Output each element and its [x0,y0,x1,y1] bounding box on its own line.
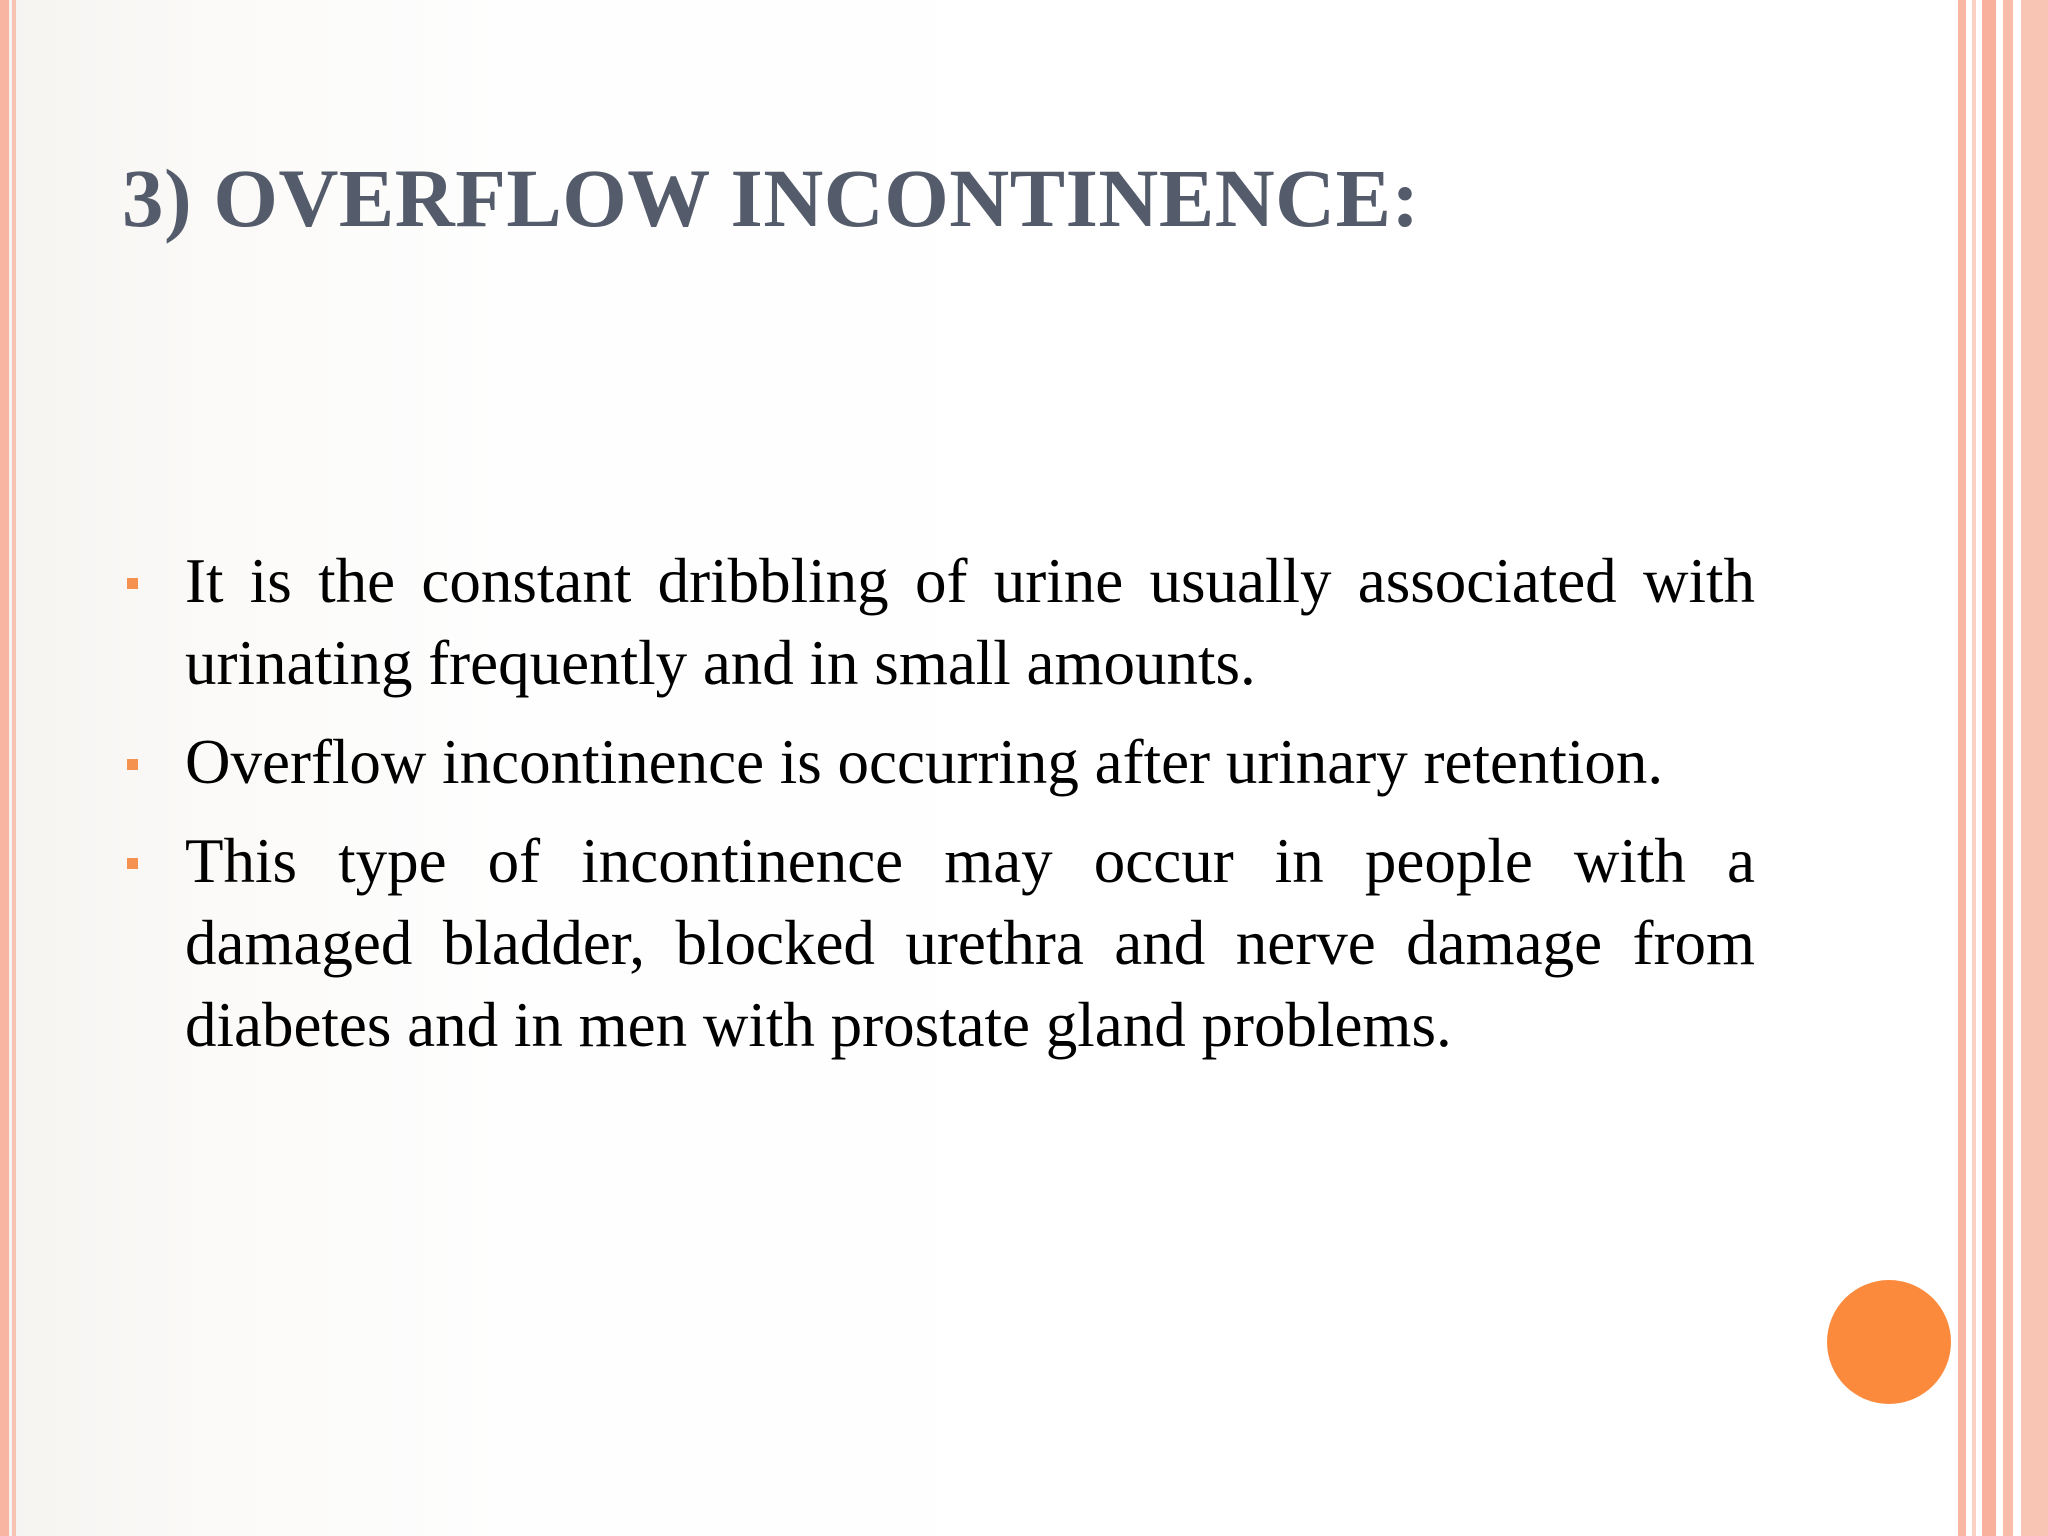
square-bullet-icon [127,759,138,770]
bullet-item [0,540,2048,704]
square-bullet-icon [127,858,138,869]
bullet-item [0,721,2048,803]
square-bullet-icon [127,578,138,589]
bullet-list [0,540,2048,1083]
bullet-item [0,820,2048,1066]
orange-circle-decoration [1827,1280,1951,1404]
bullet-text: This type of incontinence may occur in people with a damaged bladder, blocked urethra and nerve damage from diabetes and in men with prostate gland problems. [185,826,1755,1060]
slide-title: 3) OVERFLOW INCONTINENCE: [122,152,1420,244]
bullet-text: It is the constant dribbling of urine usually associated with urinating frequently and in small amounts. [185,546,1755,698]
bullet-text: Overflow incontinence is occurring after urinary retention. [185,727,1664,797]
